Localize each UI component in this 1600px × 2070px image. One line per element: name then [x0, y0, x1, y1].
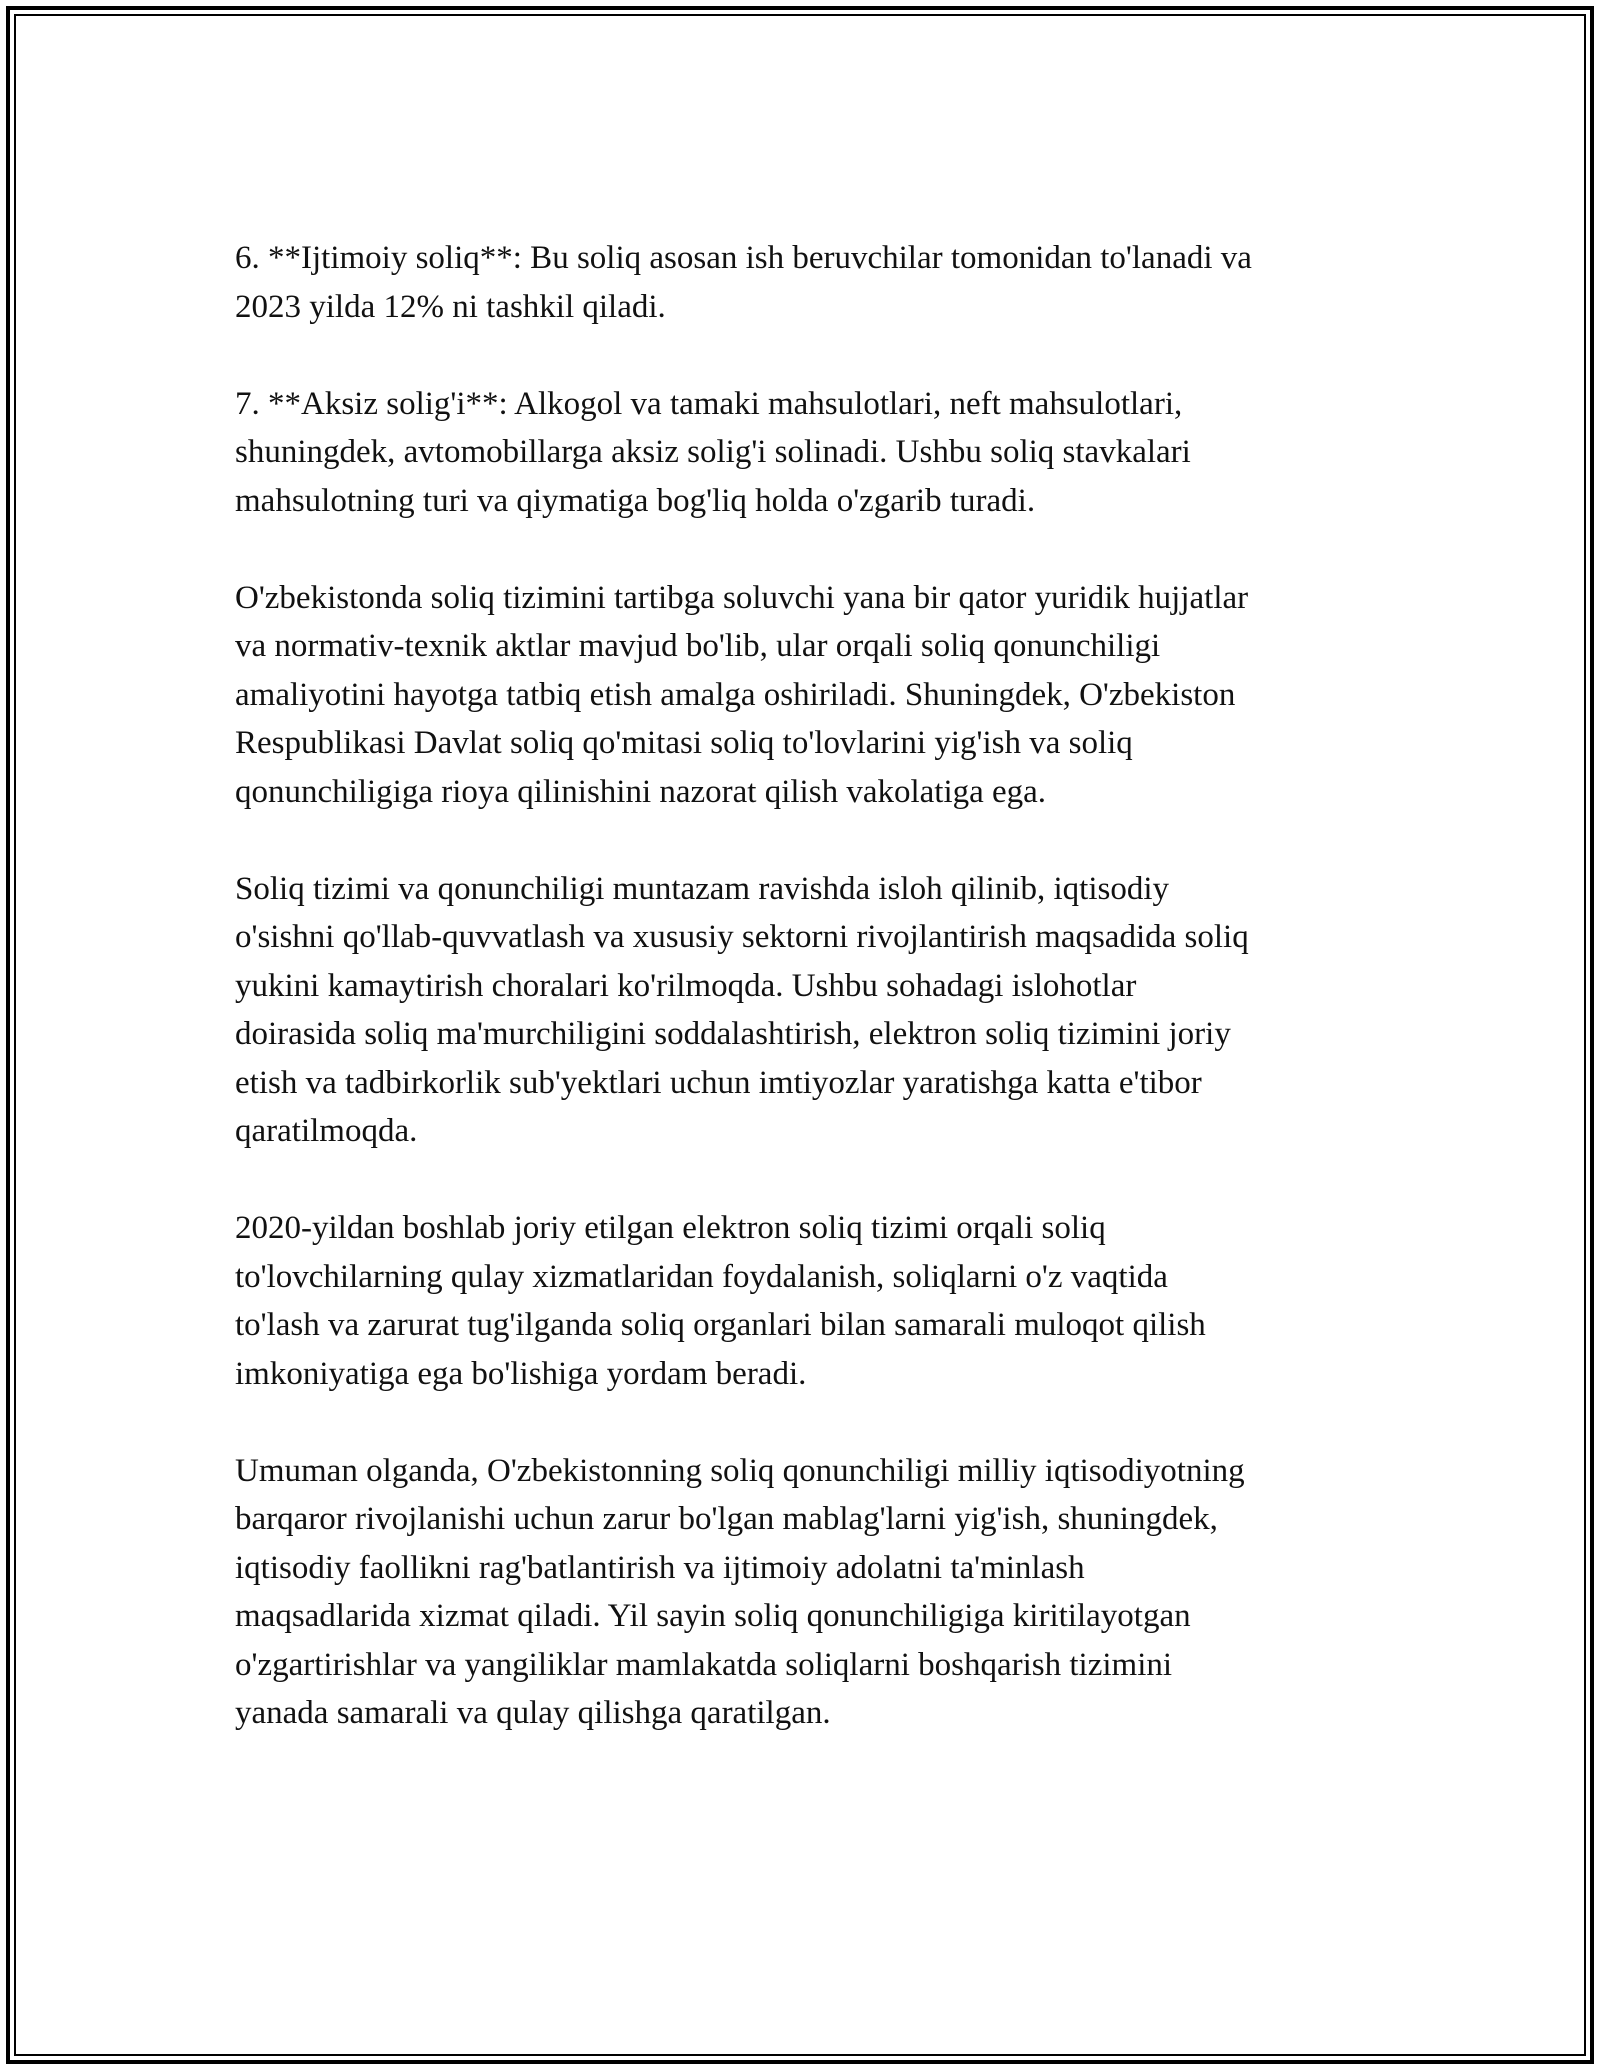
paragraph-social-tax: 6. **Ijtimoiy soliq**: Bu soliq asosan ish beruvchilar tomonidan to'lanadi va 2023 yilda 12% ni tashkil qiladi. — [235, 240, 1252, 325]
paragraph-regulatory-acts: O'zbekistonda soliq tizimini tartibga soluvchi yana bir qator yuridik hujjatlar va normativ-texnik aktlar mavjud bo'lib, ular orqali soliq qonunchiligi amaliyotini hayotga tatbiq etish amalga oshiriladi. Shuningdek, O'zbekiston Respublikasi Davlat soliq qo'mitasi soliq to'lovlarini yig'ish va soliq qonunchiligiga rioya qilinishini nazorat qilish vakolatiga ega. — [235, 579, 1249, 810]
document-body — [235, 234, 1385, 1786]
paragraph-excise-tax: 7. **Aksiz solig'i**: Alkogol va tamaki mahsulotlari, neft mahsulotlari, shuningdek, avtomobillarga aksiz solig'i solinadi. Ushbu soliq stavkalari mahsulotning turi va qiymatiga bog'liq holda o'zgarib turadi. — [235, 385, 1191, 519]
paragraph-conclusion: Umuman olganda, O'zbekistonning soliq qonunchiligi milliy iqtisodiyotning barqaror rivojlanishi uchun zarur bo'lgan mablag'larni yig'ish, shuningdek, iqtisodiy faollikni rag'batlantirish va ijtimoiy adolatni ta'minlash maqsadlarida xizmat qiladi. Yil sayin soliq qonunchiligiga kiritilayotgan o'zgartirishlar va yangiliklar mamlakatda soliqlarni boshqarish tizimini yanada samarali va qulay qilishga qaratilgan. — [235, 1452, 1245, 1731]
paragraph-electronic-tax-system: 2020-yildan boshlab joriy etilgan elektron soliq tizimi orqali soliq to'lovchilarning qulay xizmatlaridan foydalanish, soliqlarni o'z vaqtida to'lash va zarurat tug'ilganda soliq organlari bilan samarali muloqot qilish imkoniyatiga ega bo'lishiga yordam beradi. — [235, 1210, 1206, 1392]
paragraph-tax-reforms: Soliq tizimi va qonunchiligi muntazam ravishda isloh qilinib, iqtisodiy o'sishni qo'llab-quvvatlash va xususiy sektorni rivojlantirish maqsadida soliq yukini kamaytirish choralari ko'rilmoqda. Ushbu sohadagi islohotlar doirasida soliq ma'murchiligini soddalashtirish, elektron soliq tizimini joriy etish va tadbirkorlik sub'yektlari uchun imtiyozlar yaratishga katta e'tibor qaratilmoqda. — [235, 870, 1249, 1149]
